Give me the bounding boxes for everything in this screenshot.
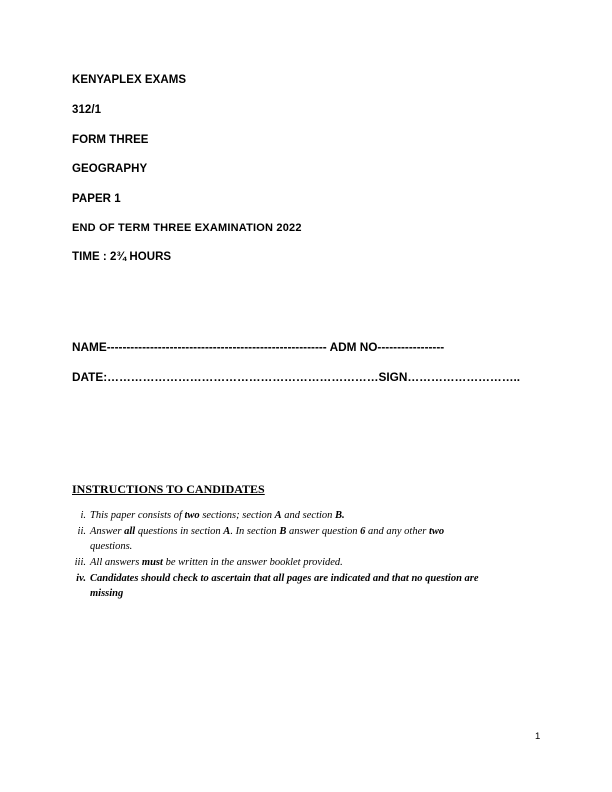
- adm-no-blank: -----------------: [377, 340, 445, 354]
- paper-number: PAPER 1: [72, 193, 121, 205]
- instruction-number: iv.: [76, 573, 86, 584]
- exam-duration: TIME : 2¾ HOURS: [72, 251, 172, 263]
- page-number: 1: [535, 731, 541, 742]
- instruction-number: iii.: [74, 557, 86, 568]
- instructions-heading: INSTRUCTIONS TO CANDIDATES: [72, 482, 265, 496]
- subject-name: GEOGRAPHY: [72, 163, 148, 175]
- form-level: FORM THREE: [72, 134, 149, 146]
- exam-body-name: KENYAPLEX EXAMS: [72, 74, 187, 86]
- sign-label: SIGN: [378, 370, 408, 384]
- paper-code: 312/1: [72, 104, 102, 116]
- sign-blank: ………………………..: [407, 370, 521, 384]
- instruction-number: i.: [80, 510, 86, 521]
- date-sign-row: [72, 370, 520, 384]
- date-blank: ……………………………………………………………: [107, 370, 379, 384]
- instruction-text: Candidates should check to ascertain that all pages are indicated and that no question are missing: [90, 573, 479, 599]
- exam-title: END OF TERM THREE EXAMINATION 2022: [72, 222, 302, 234]
- instruction-text: This paper consists of two sections; section A and section B.: [90, 510, 345, 521]
- instruction-text: All answers must be written in the answer booklet provided.: [90, 557, 343, 568]
- name-label: NAME: [72, 340, 107, 354]
- name-adm-row: [72, 340, 444, 354]
- adm-no-label: ADM NO: [326, 340, 378, 354]
- instruction-text: Answer all questions in section A. In section B answer question 6 and any other two questions.: [90, 526, 445, 552]
- instruction-number: ii.: [77, 526, 86, 537]
- date-label: DATE:: [72, 370, 108, 384]
- name-blank: --------------------------------------------------------: [106, 340, 327, 354]
